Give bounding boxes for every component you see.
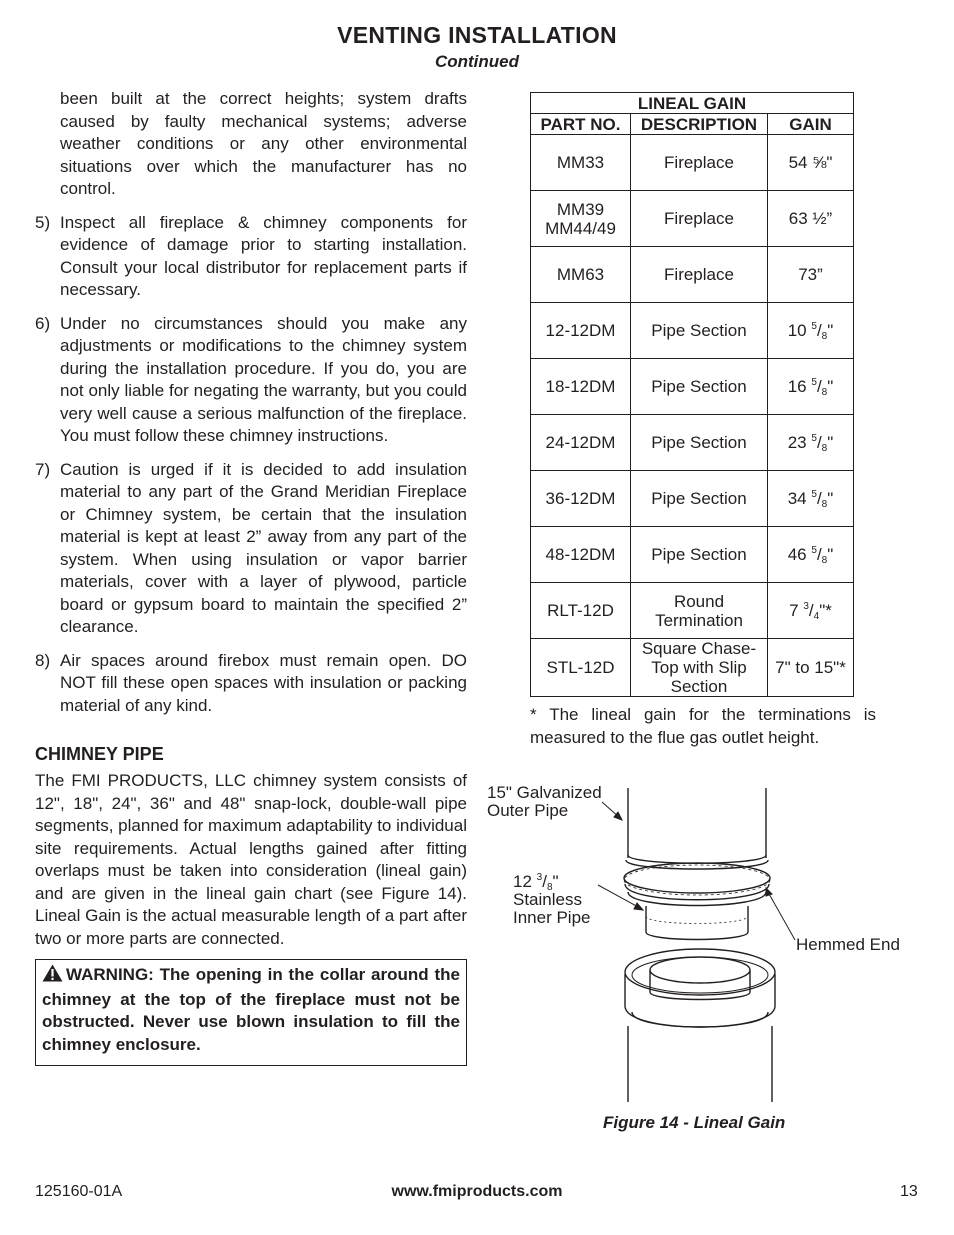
warning-text: WARNING: The opening in the collar around the chimney at the top of the fireplace must not be obstructed. Never use blown insulation to fill the chimney enclosure. [42, 965, 460, 1054]
gain-numerator: 3 [803, 601, 809, 612]
gain-denominator: 8 [821, 387, 828, 398]
gain-numerator: 5 [811, 433, 817, 444]
list-text: Under no circumstances should you make any adjustments or modifications to the chimney system during the installation procedure. If you do, you are not only liable for negating the warranty, but you could very well cause a serious malfunction of the fireplace. You must follow these chimney instructions. [60, 313, 467, 445]
lineal-gain-table [530, 92, 854, 697]
description-text: Round Termination [655, 591, 743, 630]
warning-icon [42, 964, 63, 989]
gain-cell: 7 $^3/_4"*$ [768, 583, 854, 639]
table-row [531, 415, 854, 471]
list-text: Air spaces around firebox must remain open. DO NOT fill these open spaces with insulation or packing material of any kind. [60, 650, 467, 715]
gain-cell: 23 $^5/_8$" [768, 415, 854, 471]
section-title: CHIMNEY PIPE [35, 744, 164, 764]
gain-cell: 7" to 15"* [768, 639, 854, 697]
gain-numerator: 5 [811, 545, 817, 556]
gain-denominator: 8 [821, 331, 828, 342]
description-cell: Pipe Section [631, 471, 768, 527]
list-text: Caution is urged if it is decided to add insulation material to any part of the Grand Meridian Fireplace or Chimney system, be certain that the insulation material is kept at least 2” away from any part of the system. When using insulation or vapor barrier materials, cover with a layer of plywood, particle board or gypsum board to maintain the specified 2” clearance. [60, 459, 467, 636]
gain-denominator: 8 [821, 499, 828, 510]
table-row [531, 191, 854, 247]
list-item [35, 212, 467, 302]
gain-whole: 46 [787, 545, 807, 564]
outer-pipe-label [487, 784, 602, 820]
table-row [531, 135, 854, 191]
part-cell: 24-12DM [531, 415, 631, 471]
gain-cell: 10 $^5/_8$" [768, 303, 854, 359]
description-text: Square Chase- Top with Slip Section [641, 639, 757, 696]
inner-pipe-label: 12 $^3/_8$" Stainless Inner Pipe [513, 872, 591, 927]
inner-pipe-denominator: 8 [546, 882, 553, 893]
column-header: PART NO. [531, 114, 631, 135]
inner-pipe-size: 12 [513, 872, 532, 891]
gain-unit: " [827, 321, 834, 340]
outer-pipe-label-text: 15" Galvanized Outer Pipe [487, 783, 602, 820]
gain-denominator: 8 [821, 555, 828, 566]
part-cell [531, 191, 631, 247]
list-number: 8) [35, 650, 51, 670]
gain-cell: 34 $^5/_8$" [768, 471, 854, 527]
warning-box [35, 959, 467, 1066]
gain-cell: 46 $^5/_8$" [768, 527, 854, 583]
gain-numerator: 5 [811, 321, 817, 332]
continued-paragraph: been built at the correct heights; system drafts caused by faulty mechanical systems; adverse weather conditions or any other environmental situations over which the manufacturer has no control. [60, 89, 467, 198]
table-row [531, 639, 854, 697]
list-item [35, 459, 467, 639]
gain-unit: " [827, 377, 834, 396]
figure-caption: Figure 14 - Lineal Gain [603, 1113, 786, 1132]
part-cell: 12-12DM [531, 303, 631, 359]
list-number: 5) [35, 212, 51, 232]
table-row [531, 303, 854, 359]
description-cell: Pipe Section [631, 303, 768, 359]
table-row [531, 583, 854, 639]
table-row [531, 527, 854, 583]
document-number: 125160-01A [35, 1183, 123, 1200]
website-url: www.fmiproducts.com [391, 1183, 563, 1200]
part-cell: RLT-12D [531, 583, 631, 639]
gain-numerator: 5 [811, 489, 817, 500]
left-column [35, 88, 467, 1066]
section-paragraph: The FMI PRODUCTS, LLC chimney system consists of 12", 18", 24", 36" and 48" snap-lock, double-wall pipe segments, planned for maximum adaptability to individual site requirements. Actual lengths gained after fitting overlaps must be taken into consideration (lineal gain) and are given in the lineal gain chart (see Figure 14). Lineal Gain is the actual measurable length of a part after two or more parts are connected. [35, 771, 467, 948]
gain-unit: " [827, 433, 834, 452]
gain-whole: 34 [787, 489, 807, 508]
description-cell: Fireplace [631, 135, 768, 191]
gain-whole: 23 [787, 433, 807, 452]
hemmed-end-label: Hemmed End [796, 935, 900, 954]
description-cell [631, 639, 768, 697]
list-text: Inspect all fireplace & chimney components for evidence of damage prior to starting installation. Consult your local distributor for replacement parts if necessary. [60, 212, 467, 299]
table-title: LINEAL GAIN [531, 93, 854, 114]
page-number: 13 [900, 1183, 918, 1200]
list-number: 6) [35, 313, 51, 333]
description-cell: Fireplace [631, 191, 768, 247]
part-cell: STL-12D [531, 639, 631, 697]
gain-whole: 10 [787, 321, 807, 340]
list-item [35, 313, 467, 448]
description-cell: Pipe Section [631, 527, 768, 583]
part-cell: 18-12DM [531, 359, 631, 415]
gain-whole: 7 [789, 601, 799, 620]
gain-whole: 16 [787, 377, 807, 396]
description-cell: Pipe Section [631, 415, 768, 471]
table-row [531, 359, 854, 415]
gain-unit: "* [819, 601, 832, 620]
part-cell: 36-12DM [531, 471, 631, 527]
page-title: VENTING INSTALLATION [337, 22, 617, 48]
description-cell: Pipe Section [631, 359, 768, 415]
inner-pipe-numerator: 3 [536, 872, 543, 883]
part-cell: 48-12DM [531, 527, 631, 583]
gain-cell: 73” [768, 247, 854, 303]
description-cell: Fireplace [631, 247, 768, 303]
column-header: DESCRIPTION [631, 114, 768, 135]
page-subtitle: Continued [434, 52, 520, 71]
part-cell: MM33 [531, 135, 631, 191]
inner-pipe-unit: " [552, 872, 559, 891]
gain-unit: " [827, 489, 834, 508]
gain-numerator: 5 [811, 377, 817, 388]
inner-pipe-label-text: Stainless Inner Pipe [513, 890, 591, 927]
gain-denominator: 4 [813, 611, 820, 622]
part-text: MM39 MM44/49 [545, 199, 616, 238]
gain-cell: 54 ⅝" [768, 135, 854, 191]
gain-denominator: 8 [821, 443, 828, 454]
part-cell: MM63 [531, 247, 631, 303]
list-item [35, 650, 467, 718]
list-number: 7) [35, 459, 51, 479]
gain-unit: " [827, 545, 834, 564]
gain-cell: 16 $^5/_8$" [768, 359, 854, 415]
column-header: GAIN [768, 114, 854, 135]
table-row [531, 247, 854, 303]
table-footnote: * The lineal gain for the terminations is measured to the flue gas outlet height. [530, 705, 876, 747]
table-row [531, 471, 854, 527]
description-cell [631, 583, 768, 639]
gain-cell: 63 ½” [768, 191, 854, 247]
